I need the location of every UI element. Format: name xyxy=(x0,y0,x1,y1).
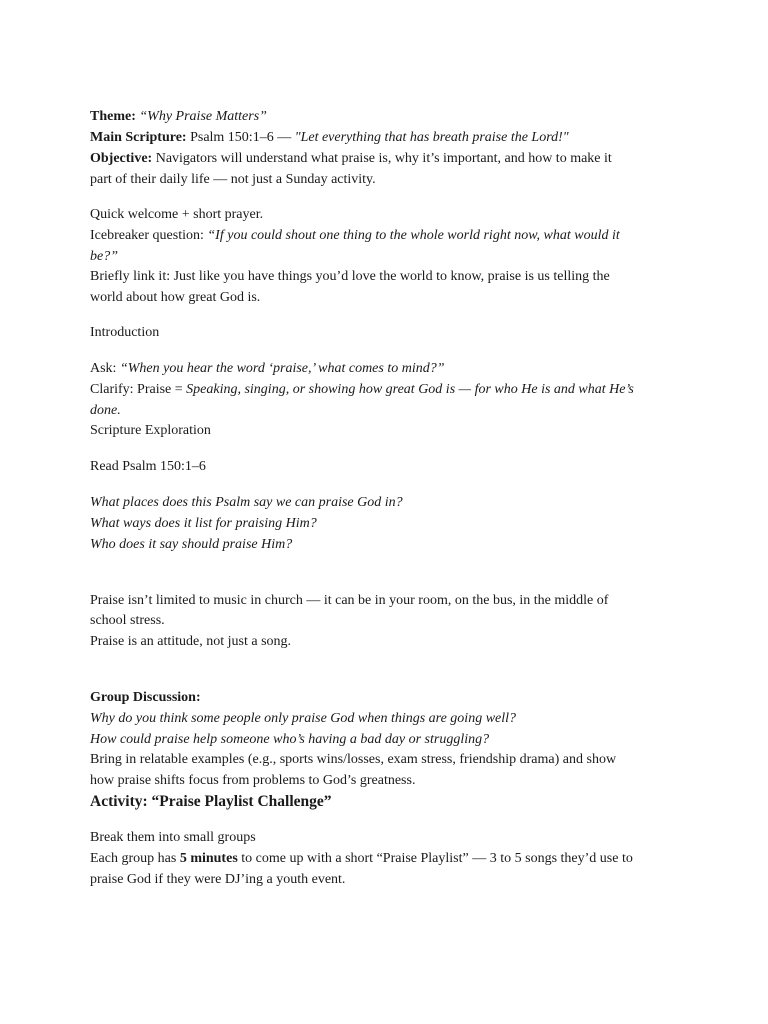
clarify-label: Clarify: Praise = xyxy=(90,382,183,397)
praise-point-1-line-2: school stress. xyxy=(90,613,165,628)
group-discussion-heading: Group Discussion: xyxy=(90,690,201,705)
icebreaker-line xyxy=(90,227,620,245)
ask-label: Ask: xyxy=(90,361,117,376)
time-limit: 5 minutes xyxy=(179,851,238,866)
praise-point-2: Praise is an attitude, not just a song. xyxy=(90,634,292,649)
theme-label: Theme: xyxy=(90,109,136,124)
icebreaker-label: Icebreaker question: xyxy=(90,228,204,243)
theme-line xyxy=(90,108,267,126)
objective-label: Objective: xyxy=(90,151,153,166)
each-group-pre: Each group has xyxy=(90,851,177,866)
read-psalm-line: Read Psalm 150:1–6 xyxy=(90,459,206,474)
icebreaker-question-1: “If you could shout one thing to the whole world right now, what would it xyxy=(207,228,620,243)
examples-line-2: how praise shifts focus from problems to God’s greatness. xyxy=(90,773,416,788)
examples-line-1: Bring in relatable examples (e.g., sports wins/losses, exam stress, friendship drama) and show xyxy=(90,752,617,767)
clarify-line xyxy=(90,381,634,399)
ask-line xyxy=(90,360,445,378)
scripture-exploration-heading: Scripture Exploration xyxy=(90,423,211,438)
introduction-heading: Introduction xyxy=(90,325,160,340)
scripture-question-3: Who does it say should praise Him? xyxy=(90,537,293,552)
scripture-quote: "Let everything that has breath praise the Lord!" xyxy=(294,130,569,145)
groups-line: Break them into small groups xyxy=(90,830,256,845)
link-line-1: Briefly link it: Just like you have things you’d love the world to know, praise is us telling the xyxy=(90,269,610,284)
each-group-post: to come up with a short “Praise Playlist” — 3 to 5 songs they’d use to xyxy=(241,851,633,866)
ask-question: “When you hear the word ‘praise,’ what comes to mind?” xyxy=(119,361,445,376)
theme-value: “Why Praise Matters” xyxy=(139,109,267,124)
objective-text-1: Navigators will understand what praise is, why it’s important, and how to make it xyxy=(155,151,612,166)
icebreaker-question-2: be?” xyxy=(90,249,118,264)
scripture-line xyxy=(90,129,569,147)
link-line-2: world about how great God is. xyxy=(90,290,261,305)
activity-heading: Activity: “Praise Playlist Challenge” xyxy=(90,793,332,810)
discussion-question-2: How could praise help someone who’s having a bad day or struggling? xyxy=(90,732,490,747)
scripture-question-1: What places does this Psalm say we can praise God in? xyxy=(90,495,403,510)
each-group-line-2: praise God if they were DJ’ing a youth event. xyxy=(90,872,346,887)
praise-point-1-line-1: Praise isn’t limited to music in church — it can be in your room, on the bus, in the middle of xyxy=(90,593,609,608)
scripture-question-2: What ways does it list for praising Him? xyxy=(90,516,317,531)
objective-line xyxy=(90,150,612,168)
objective-text-2: part of their daily life — not just a Sunday activity. xyxy=(90,172,376,187)
welcome-line: Quick welcome + short prayer. xyxy=(90,207,264,222)
clarify-definition-2: done. xyxy=(90,403,121,418)
each-group-line xyxy=(90,850,633,868)
discussion-question-1: Why do you think some people only praise God when things are going well? xyxy=(90,711,517,726)
scripture-ref: Psalm 150:1–6 — xyxy=(190,130,292,145)
scripture-label: Main Scripture: xyxy=(90,130,187,145)
clarify-definition-1: Speaking, singing, or showing how great God is — for who He is and what He’s xyxy=(186,382,634,397)
